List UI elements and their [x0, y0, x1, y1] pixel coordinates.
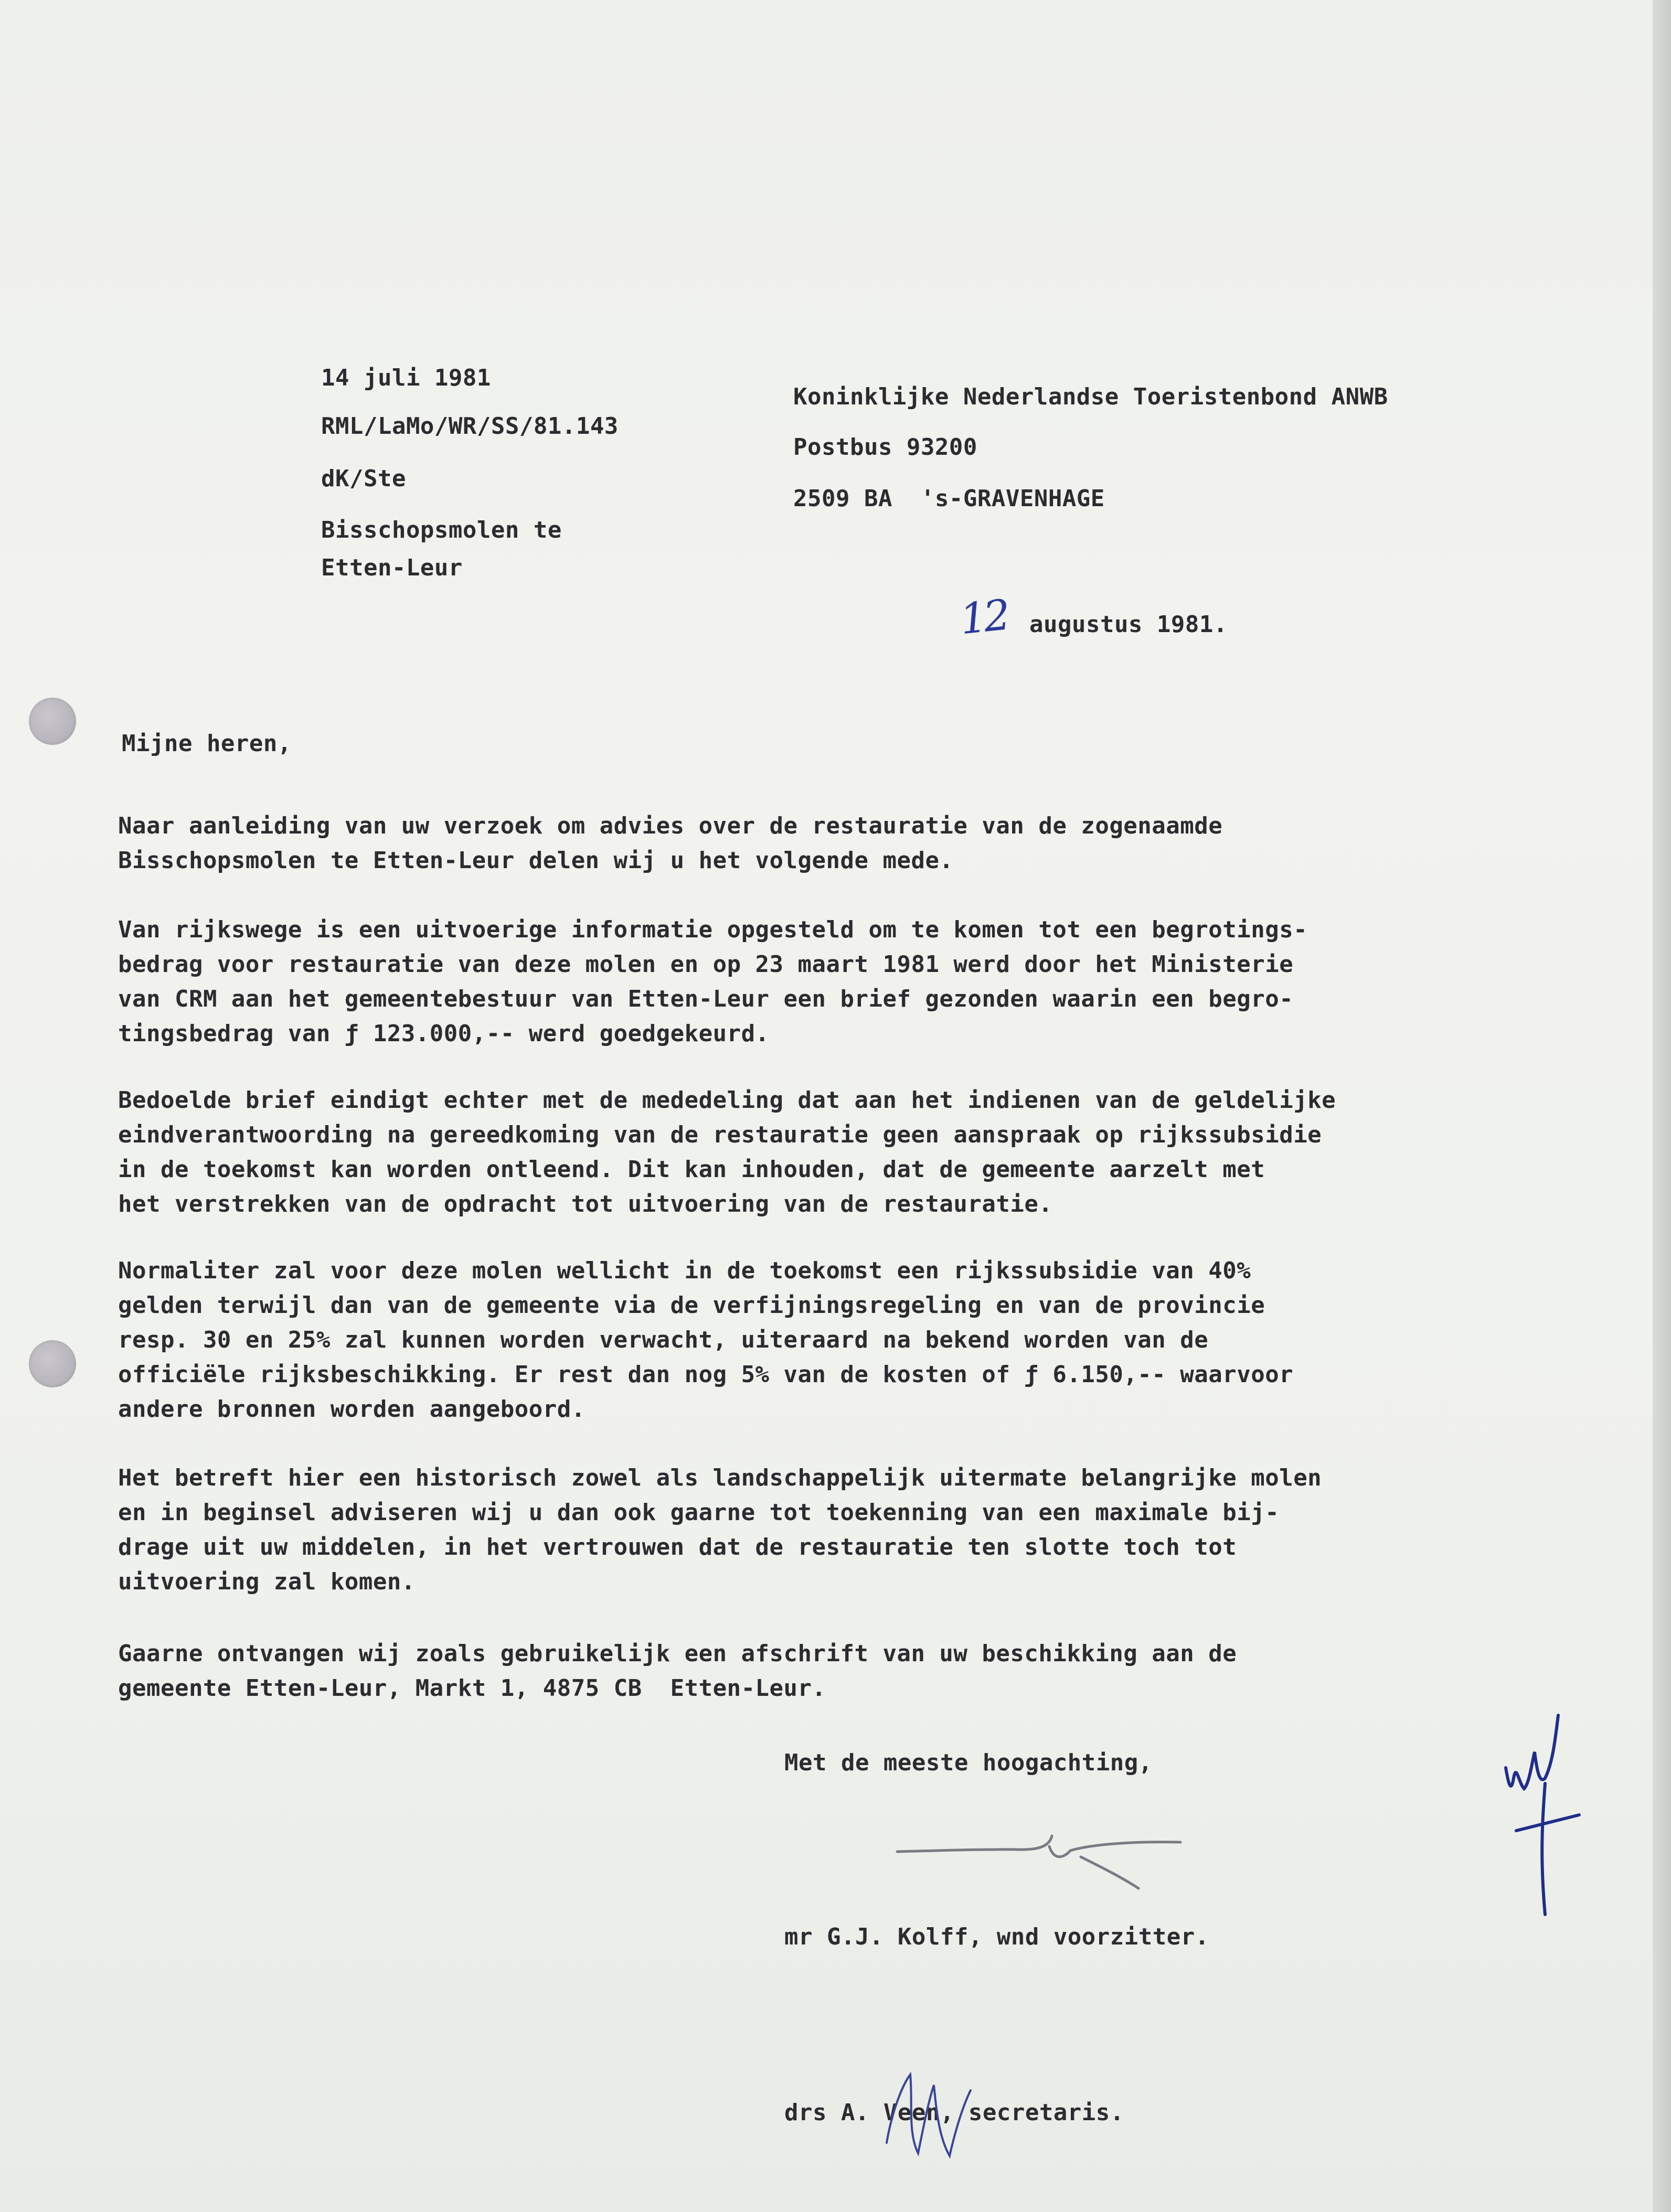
recipient-postal-city: 2509 BA 's-GRAVENHAGE	[793, 485, 1105, 512]
paragraph-line: bedrag voor restauratie van deze molen en op 23 maart 1981 werd door het Ministerie	[118, 951, 1294, 978]
handwritten-day: 12	[957, 590, 1010, 644]
paragraph-line: tingsbedrag van ƒ 123.000,-- werd goedgekeurd.	[118, 1020, 770, 1047]
recipient-postbox: Postbus 93200	[793, 434, 977, 461]
paragraph-line: Naar aanleiding van uw verzoek om advies over de restauratie van de zogenaamde	[118, 813, 1223, 839]
paragraph-1	[118, 809, 1587, 878]
paragraph-3	[118, 1083, 1587, 1222]
paragraph-line: eindverantwoording na gereedkoming van de restauratie geen aanspraak op rijkssubsidie	[118, 1121, 1322, 1148]
recipient-organization: Koninklijke Nederlandse Toeristenbond ANWB	[793, 383, 1388, 410]
paragraph-line: Van rijkswege is een uitvoerige informatie opgesteld om te komen tot een begrotings-	[118, 916, 1308, 943]
paragraph-line: van CRM aan het gemeentebestuur van Etten-Leur een brief gezonden waarin een begro-	[118, 986, 1294, 1012]
reference-date: 14 juli 1981	[321, 365, 491, 391]
paragraph-line: Het betreft hier een historisch zowel als landschappelijk uitermate belangrijke molen	[118, 1465, 1322, 1491]
paragraph-line: in de toekomst kan worden ontleend. Dit kan inhouden, dat de gemeente aarzelt met	[118, 1156, 1265, 1183]
reference-subject-line-1: Bisschopsmolen te	[321, 517, 562, 543]
paragraph-line: Bedoelde brief eindigt echter met de mededeling dat aan het indienen van de geldelijke	[118, 1087, 1336, 1114]
signature-veen	[871, 2064, 986, 2169]
margin-paraph	[1495, 1705, 1590, 1936]
paragraph-line: uitvoering zal komen.	[118, 1568, 416, 1595]
page-edge-shadow	[1653, 0, 1671, 2212]
signatory-chairman: mr G.J. Kolff, wnd voorzitter.	[784, 1924, 1209, 1950]
paragraph-line: het verstrekken van de opdracht tot uitvoering van de restauratie.	[118, 1191, 1053, 1217]
salutation: Mijne heren,	[122, 730, 292, 757]
paragraph-line: Gaarne ontvangen wij zoals gebruikelijk een afschrift van uw beschikking aan de	[118, 1640, 1237, 1667]
paragraph-2	[118, 913, 1587, 1051]
letter-date-month-year: augustus 1981.	[1029, 611, 1228, 638]
paragraph-6	[118, 1637, 1587, 1706]
paragraph-5	[118, 1461, 1587, 1599]
punch-hole-bottom	[29, 1340, 76, 1387]
punch-hole-top	[29, 698, 76, 745]
paragraph-line: andere bronnen worden aangeboord.	[118, 1396, 586, 1423]
closing-phrase: Met de meeste hoogachting,	[784, 1749, 1153, 1776]
paragraph-line: Normaliter zal voor deze molen wellicht in de toekomst een rijkssubsidie van 40%	[118, 1257, 1251, 1284]
paragraph-line: gemeente Etten-Leur, Markt 1, 4875 CB Etten-Leur.	[118, 1675, 826, 1702]
signatory-secretary: drs A. Veen, secretaris.	[784, 2099, 1124, 2126]
paragraph-line: gelden terwijl dan van de gemeente via de verfijningsregeling en van de provincie	[118, 1292, 1265, 1319]
paragraph-line: resp. 30 en 25% zal kunnen worden verwacht, uiteraard na bekend worden van de	[118, 1327, 1209, 1353]
reference-initials: dK/Ste	[321, 465, 406, 492]
reference-number: RML/LaMo/WR/SS/81.143	[321, 413, 619, 440]
paragraph-line: officiële rijksbeschikking. Er rest dan nog 5% van de kosten of ƒ 6.150,-- waarvoor	[118, 1361, 1294, 1388]
paragraph-line: drage uit uw middelen, in het vertrouwen dat de restauratie ten slotte toch tot	[118, 1534, 1237, 1561]
signature-kolff	[892, 1820, 1186, 1915]
reference-subject-line-2: Etten-Leur	[321, 554, 463, 581]
paragraph-line: en in beginsel adviseren wij u dan ook gaarne tot toekenning van een maximale bij-	[118, 1499, 1280, 1526]
paragraph-line: Bisschopsmolen te Etten-Leur delen wij u het volgende mede.	[118, 847, 954, 874]
paragraph-4	[118, 1254, 1587, 1427]
